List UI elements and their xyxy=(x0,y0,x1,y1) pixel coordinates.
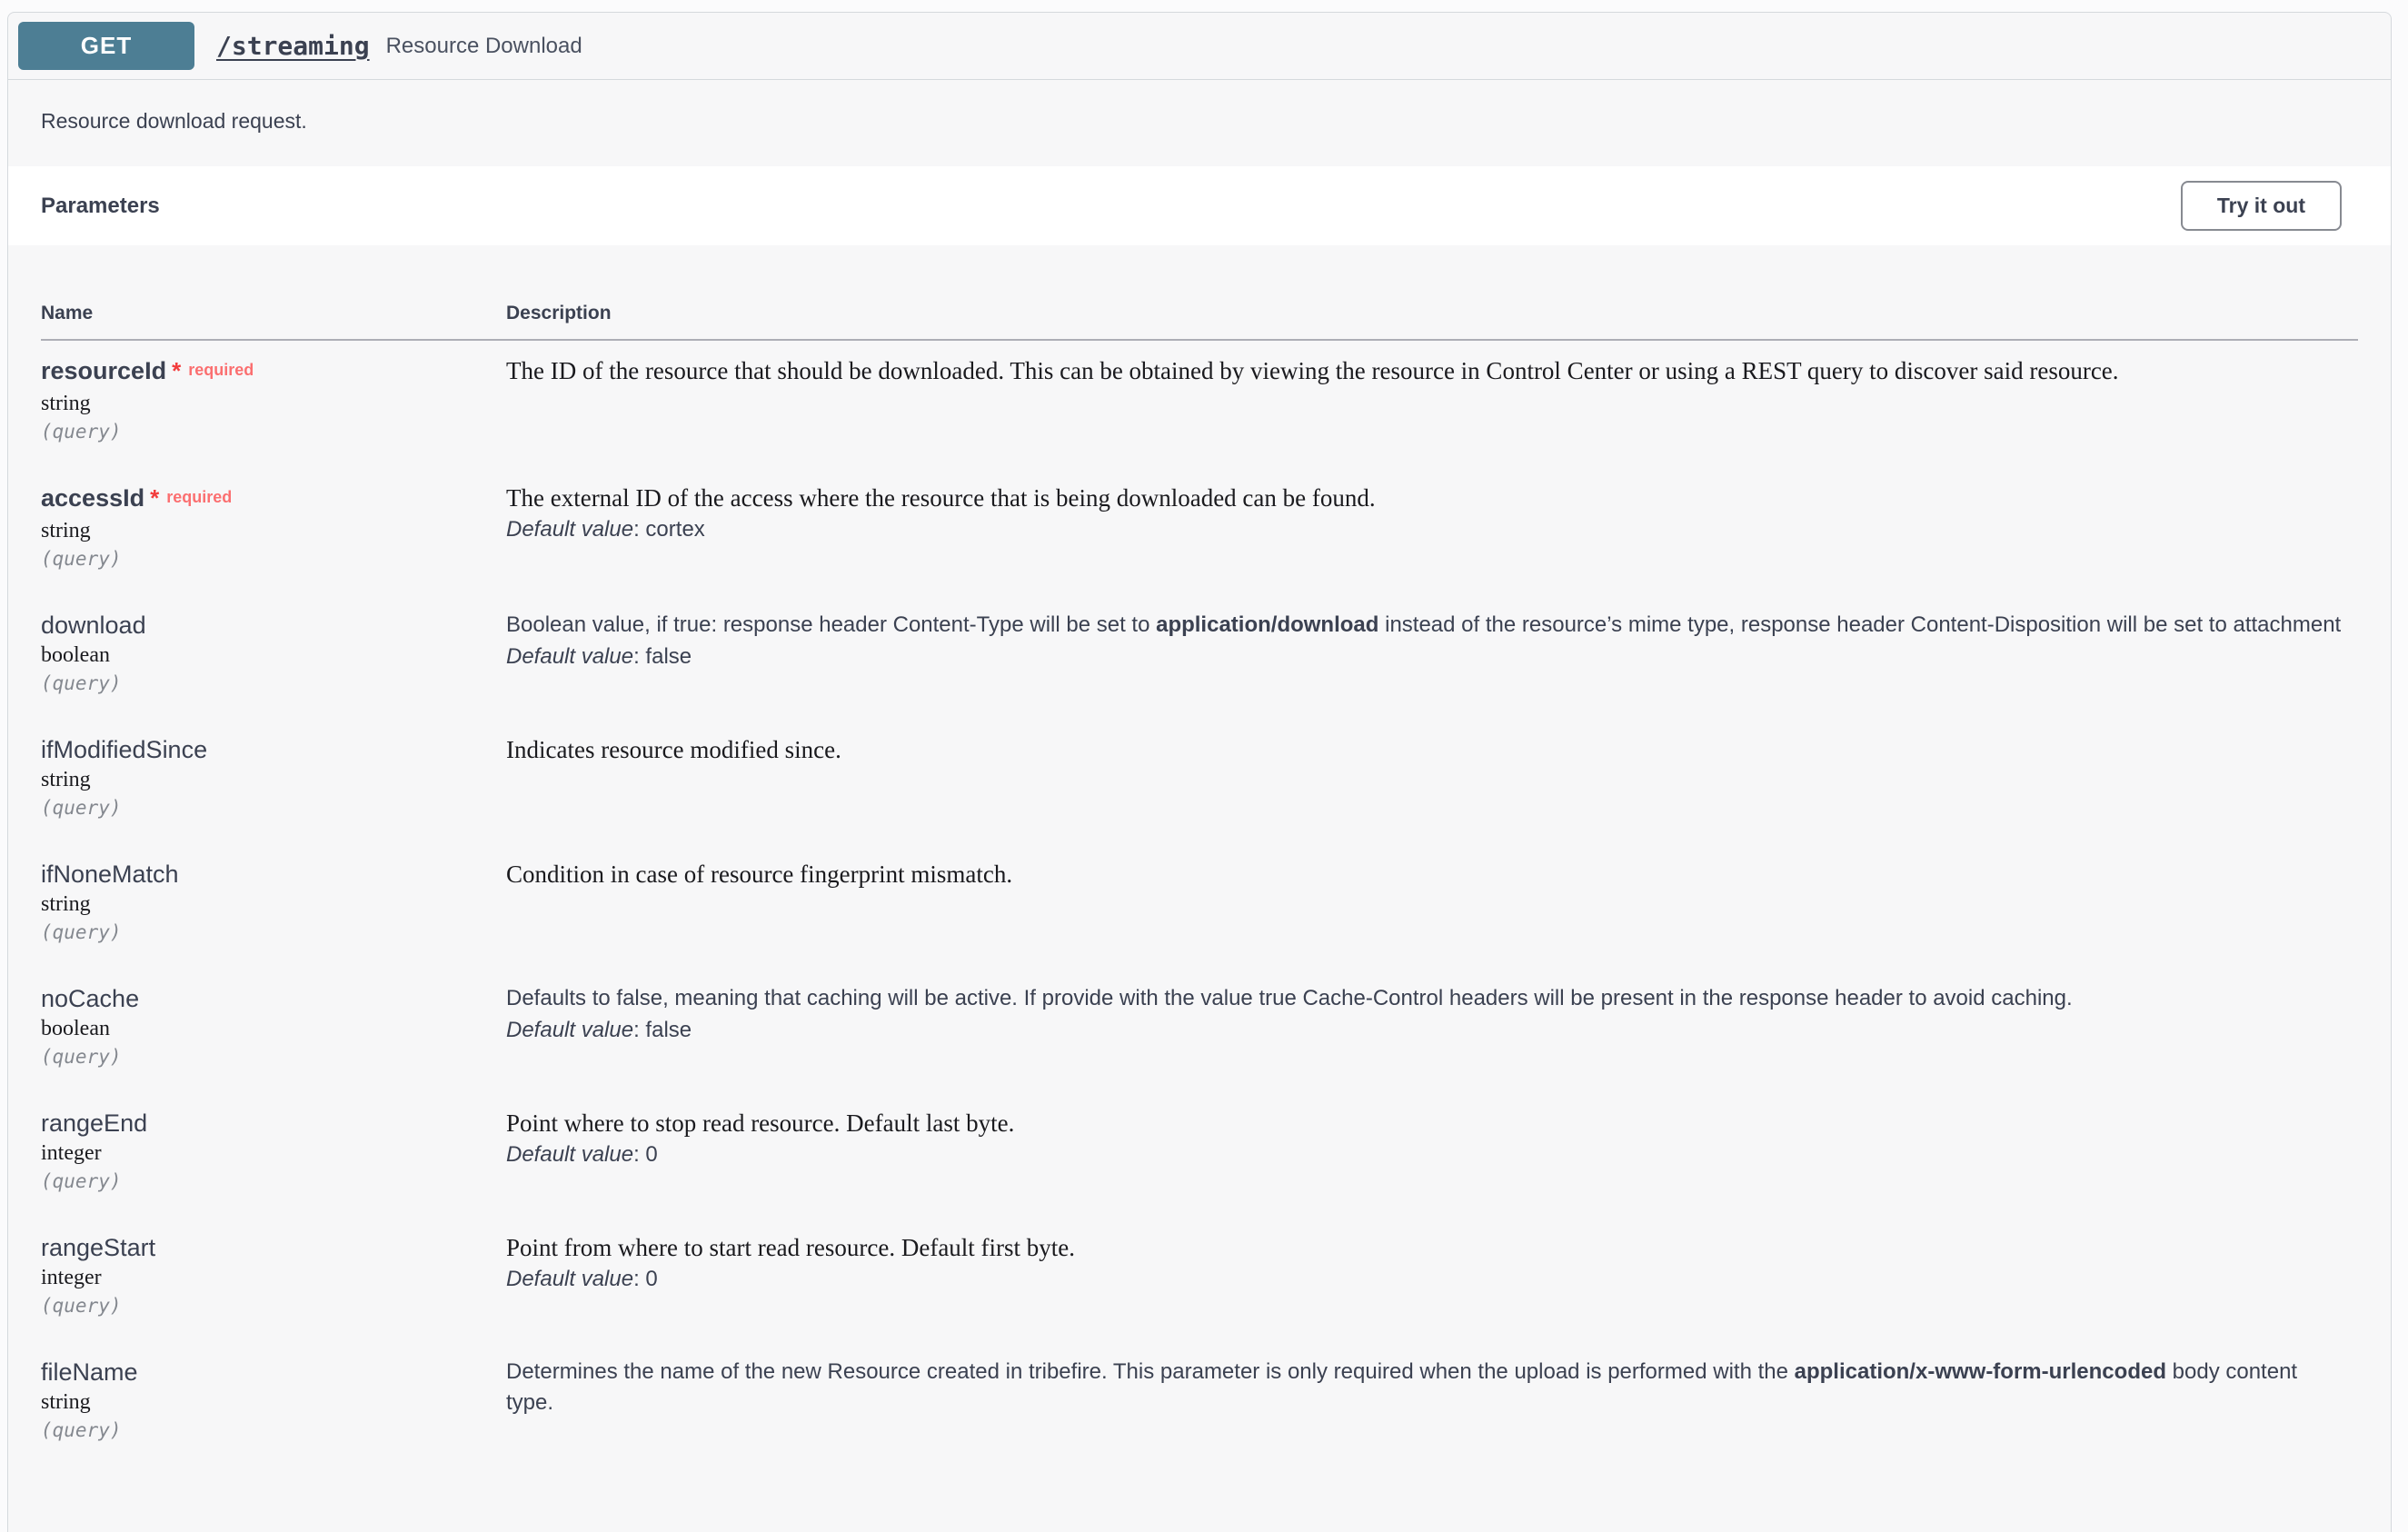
parameter-name-cell xyxy=(41,1093,506,1218)
parameter-row xyxy=(41,340,2358,468)
parameter-description-cell xyxy=(506,720,2358,844)
operation-description-section xyxy=(8,80,2391,166)
parameter-name: rangeEnd xyxy=(41,1109,148,1137)
required-label: required xyxy=(166,488,233,506)
parameter-name: rangeStart xyxy=(41,1234,156,1261)
parameter-row xyxy=(41,1218,2358,1342)
column-header-name: Name xyxy=(41,245,506,340)
parameter-type: string xyxy=(41,1390,91,1414)
description-bold-segment: application/download xyxy=(1156,612,1379,637)
parameter-location: (query) xyxy=(41,548,122,570)
parameter-type: integer xyxy=(41,1141,102,1165)
parameter-row xyxy=(41,595,2358,720)
parameter-description-cell xyxy=(506,1342,2358,1467)
parameter-name-cell xyxy=(41,340,506,468)
parameter-name: ifNoneMatch xyxy=(41,861,179,888)
parameter-name: accessId * required xyxy=(41,484,233,512)
parameter-description xyxy=(506,482,2358,513)
parameter-name-cell xyxy=(41,595,506,720)
parameter-type: integer xyxy=(41,1266,102,1289)
parameter-name: download xyxy=(41,612,146,639)
parameter-default-value: Default value: 0 xyxy=(506,1267,658,1291)
parameter-description-cell xyxy=(506,1218,2358,1342)
column-header-description: Description xyxy=(506,245,2358,340)
parameters-table-wrap xyxy=(8,245,2391,1467)
description-segment: Condition in case of resource fingerprint mismatch. xyxy=(506,861,1013,888)
parameter-default-value: Default value: cortex xyxy=(506,517,705,542)
parameter-row xyxy=(41,468,2358,595)
try-it-out-button[interactable]: Try it out xyxy=(2181,181,2342,231)
parameter-location: (query) xyxy=(41,421,122,443)
parameter-description-cell xyxy=(506,340,2358,468)
parameter-name-cell xyxy=(41,468,506,595)
parameter-name: ifModifiedSince xyxy=(41,736,208,763)
parameter-description xyxy=(506,1357,2358,1418)
description-segment: Determines the name of the new Resource created in tribefire. This parameter is only required when the upload is performed with the xyxy=(506,1359,1795,1384)
parameters-title: Parameters xyxy=(41,193,160,218)
default-value-label: Default value xyxy=(506,1142,634,1167)
parameter-description xyxy=(506,1232,2358,1263)
endpoint-path[interactable]: /streaming xyxy=(216,31,370,61)
parameter-location: (query) xyxy=(41,1046,122,1068)
description-segment: Defaults to false, meaning that caching will be active. If provide with the value true Cache-Control headers will be present in the response header to avoid caching. xyxy=(506,986,2073,1010)
description-segment: body content type. xyxy=(506,1359,2298,1415)
description-segment: The external ID of the access where the resource that is being downloaded can be found. xyxy=(506,484,1376,512)
parameter-type: string xyxy=(41,392,91,415)
parameter-location: (query) xyxy=(41,1419,122,1441)
parameter-name-cell xyxy=(41,844,506,969)
description-segment: Point where to stop read resource. Default last byte. xyxy=(506,1109,1015,1137)
operation-summary[interactable] xyxy=(8,13,2391,80)
parameters-section-header xyxy=(8,166,2391,245)
parameters-table-body xyxy=(41,340,2358,1467)
default-value-label: Default value xyxy=(506,1267,634,1291)
required-label: required xyxy=(188,361,254,379)
operation-description-text: Resource download request. xyxy=(41,109,307,133)
parameter-description-cell xyxy=(506,468,2358,595)
parameter-row xyxy=(41,1093,2358,1218)
parameter-description xyxy=(506,734,2358,765)
default-value-label: Default value xyxy=(506,1018,634,1042)
parameter-type: string xyxy=(41,768,91,791)
default-value-label: Default value xyxy=(506,644,634,669)
method-badge[interactable]: GET xyxy=(18,22,194,70)
parameter-description xyxy=(506,355,2358,386)
parameter-description-cell xyxy=(506,595,2358,720)
parameter-location: (query) xyxy=(41,921,122,943)
parameter-description-cell xyxy=(506,969,2358,1093)
parameter-name-cell xyxy=(41,720,506,844)
parameter-location: (query) xyxy=(41,1170,122,1192)
parameter-name-cell xyxy=(41,1342,506,1467)
parameter-description xyxy=(506,610,2358,641)
parameter-name: resourceId * required xyxy=(41,357,254,384)
parameter-default-value: Default value: false xyxy=(506,644,692,669)
endpoint-summary: Resource Download xyxy=(385,33,582,58)
parameter-type: string xyxy=(41,892,91,916)
parameter-row xyxy=(41,844,2358,969)
parameter-name: fileName xyxy=(41,1358,138,1386)
parameter-name-cell xyxy=(41,969,506,1093)
default-value-label: Default value xyxy=(506,517,634,542)
parameter-row xyxy=(41,1342,2358,1467)
parameters-table xyxy=(41,245,2358,1467)
required-star: * xyxy=(172,357,182,384)
parameter-description xyxy=(506,859,2358,890)
description-segment: Point from where to start read resource. Default first byte. xyxy=(506,1234,1076,1261)
parameter-location: (query) xyxy=(41,672,122,694)
parameter-location: (query) xyxy=(41,797,122,819)
description-segment: Indicates resource modified since. xyxy=(506,736,841,763)
parameter-row xyxy=(41,720,2358,844)
description-segment: The ID of the resource that should be downloaded. This can be obtained by viewing the resource in Control Center or using a REST query to discover said resource. xyxy=(506,357,2119,384)
parameter-name-cell xyxy=(41,1218,506,1342)
parameter-row xyxy=(41,969,2358,1093)
parameter-description xyxy=(506,983,2358,1014)
parameter-default-value: Default value: 0 xyxy=(506,1142,658,1167)
required-star: * xyxy=(150,484,160,512)
operation-block xyxy=(7,12,2392,1532)
parameter-description-cell xyxy=(506,1093,2358,1218)
parameter-name: noCache xyxy=(41,985,140,1012)
parameter-default-value: Default value: false xyxy=(506,1018,692,1042)
parameter-type: string xyxy=(41,519,91,542)
parameter-location: (query) xyxy=(41,1295,122,1317)
description-segment: instead of the resource’s mime type, response header Content-Disposition will be set to attachment xyxy=(1378,612,2342,637)
parameter-description xyxy=(506,1108,2358,1139)
description-segment: Boolean value, if true: response header Content-Type will be set to xyxy=(506,612,1157,637)
parameter-type: boolean xyxy=(41,643,110,667)
parameter-type: boolean xyxy=(41,1017,110,1040)
description-bold-segment: application/x-www-form-urlencoded xyxy=(1794,1359,2166,1384)
parameter-description-cell xyxy=(506,844,2358,969)
